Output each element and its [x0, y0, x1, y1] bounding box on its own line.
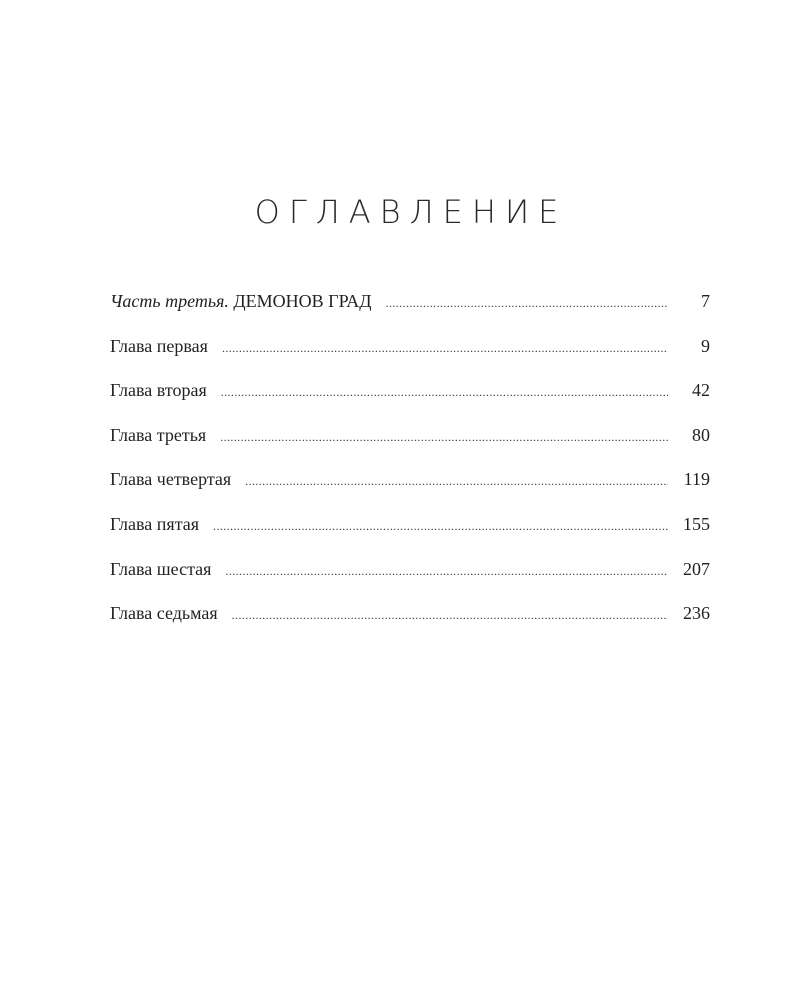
toc-entry-page: 236	[683, 603, 710, 624]
dot-leader	[232, 600, 668, 630]
toc-entry-title: Глава седьмая	[110, 603, 218, 624]
toc-heading: ОГЛАВЛЕНИЕ	[254, 193, 568, 231]
toc-entry-chapter-2[interactable]	[110, 375, 710, 420]
toc-entry-title: Глава вторая	[110, 380, 207, 401]
toc-entry-page: 7	[701, 291, 710, 311]
toc-entry-page: 9	[701, 335, 710, 356]
toc-entry-title	[110, 286, 372, 316]
toc-entry-chapter-7[interactable]	[110, 598, 710, 643]
toc-entry-page: 119	[683, 469, 710, 490]
toc-entry-title: Глава третья	[110, 424, 207, 445]
dot-leader	[220, 422, 668, 452]
toc-entry-title: Глава первая	[110, 335, 208, 356]
dot-leader	[225, 556, 668, 586]
toc-entry-title: Глава пятая	[110, 513, 200, 534]
toc-entry-chapter-5[interactable]	[110, 509, 710, 554]
dot-leader	[213, 511, 668, 541]
toc-entry-chapter-6[interactable]	[110, 554, 710, 599]
toc-entry-page: 207	[683, 558, 710, 579]
toc-entry-chapter-1[interactable]	[110, 331, 710, 376]
toc-list	[110, 286, 710, 643]
toc-entry-chapter-4[interactable]	[110, 464, 710, 509]
toc-entry-part[interactable]	[110, 286, 710, 331]
dot-leader	[245, 466, 668, 496]
toc-entry-page: 80	[692, 424, 710, 445]
toc-entry-page: 155	[683, 513, 710, 534]
part-name: ДЕМОНОВ ГРАД	[233, 291, 372, 311]
part-label: Часть третья.	[110, 291, 229, 311]
dot-leader	[222, 333, 668, 363]
toc-entry-title: Глава четвертая	[110, 469, 232, 490]
toc-entry-chapter-3[interactable]	[110, 420, 710, 465]
dot-leader	[221, 377, 668, 407]
toc-entry-title: Глава шестая	[110, 558, 212, 579]
toc-entry-page: 42	[692, 380, 710, 401]
dot-leader	[386, 288, 668, 318]
